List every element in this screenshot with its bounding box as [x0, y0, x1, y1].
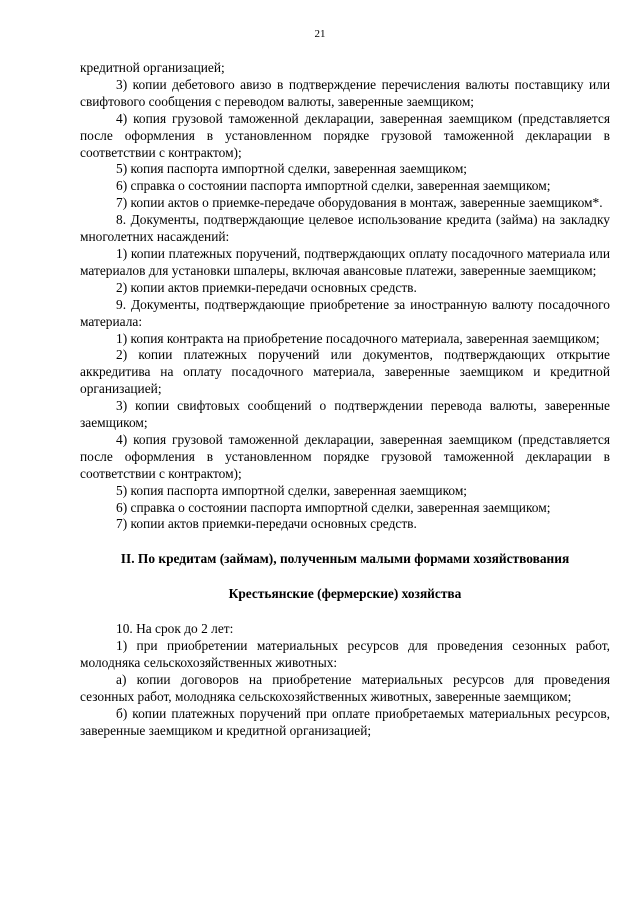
paragraph: 1) при приобретении материальных ресурсов для проведения сезонных работ, молодняка сельскохозяйственных животных:: [80, 638, 610, 670]
paragraph: б) копии платежных поручений при оплате приобретаемых материальных ресурсов, заверенные заемщиком и кредитной организацией;: [80, 705, 610, 738]
paragraph: 7) копии актов приемки-передачи основных средств.: [116, 516, 417, 532]
paragraph: 7) копии актов о приемке-передаче оборудования в монтаж, заверенные заемщиком*.: [116, 195, 603, 211]
paragraph: 2) копии платежных поручений или документов, подтверждающих открытие аккредитива на оплату посадочного материала, заверенные заемщиком и кредитной организацией;: [80, 347, 610, 397]
paragraph: 4) копия грузовой таможенной декларации, заверенная заемщиком (представляется после оформления в установленном порядке грузовой таможенной декларации в соответствии с контрактом);: [80, 110, 610, 160]
paragraph: 3) копии дебетового авизо в подтверждение перечисления валюты поставщику или свифтового сообщения с переводом валюты, заверенные заемщиком;: [80, 76, 610, 109]
paragraph: 5) копия паспорта импортной сделки, заверенная заемщиком;: [116, 161, 468, 177]
section-spacer: [80, 568, 610, 586]
paragraph: 8. Документы, подтверждающие целевое использование кредита (займа) на закладку многолетних насаждений:: [80, 212, 610, 245]
section-spacer: [80, 533, 610, 551]
paragraph: 5) копия паспорта импортной сделки, заверенная заемщиком;: [116, 482, 468, 498]
paragraph: 3) копии свифтовых сообщений о подтверждении перевода валюты, заверенные заемщиком;: [80, 398, 610, 431]
section-heading: II. По кредитам (займам), полученным малыми формами хозяйствования: [120, 551, 570, 567]
paragraph: 10. На срок до 2 лет:: [116, 621, 234, 637]
section-heading: Крестьянские (фермерские) хозяйства: [228, 586, 462, 602]
paragraph: 6) справка о состоянии паспорта импортной сделки, заверенная заемщиком;: [116, 499, 551, 515]
paragraph: 4) копия грузовой таможенной декларации, заверенная заемщиком (представляется после оформления в установленном порядке грузовой таможенной декларации в соответствии с контрактом);: [80, 431, 610, 481]
paragraph: 2) копии актов приемки-передачи основных средств.: [116, 279, 417, 295]
paragraph: 9. Документы, подтверждающие приобретение за иностранную валюту посадочного материала:: [80, 296, 610, 329]
paragraph: 6) справка о состоянии паспорта импортной сделки, заверенная заемщиком;: [116, 178, 551, 194]
paragraph: кредитной организацией;: [80, 60, 225, 75]
section-spacer: [80, 603, 610, 621]
page-number: 21: [314, 28, 326, 40]
paragraph: а) копии договоров на приобретение материальных ресурсов для проведения сезонных работ, молодняка сельскохозяйственных животных, заверенные заемщиком;: [80, 671, 610, 704]
paragraph: 1) копии платежных поручений, подтверждающих оплату посадочного материала или материалов для установки шпалеры, включая авансовые платежи, заверенные заемщиком;: [80, 245, 610, 278]
paragraph: 1) копия контракта на приобретение посадочного материала, заверенная заемщиком;: [116, 330, 600, 346]
document-body: [80, 60, 610, 740]
